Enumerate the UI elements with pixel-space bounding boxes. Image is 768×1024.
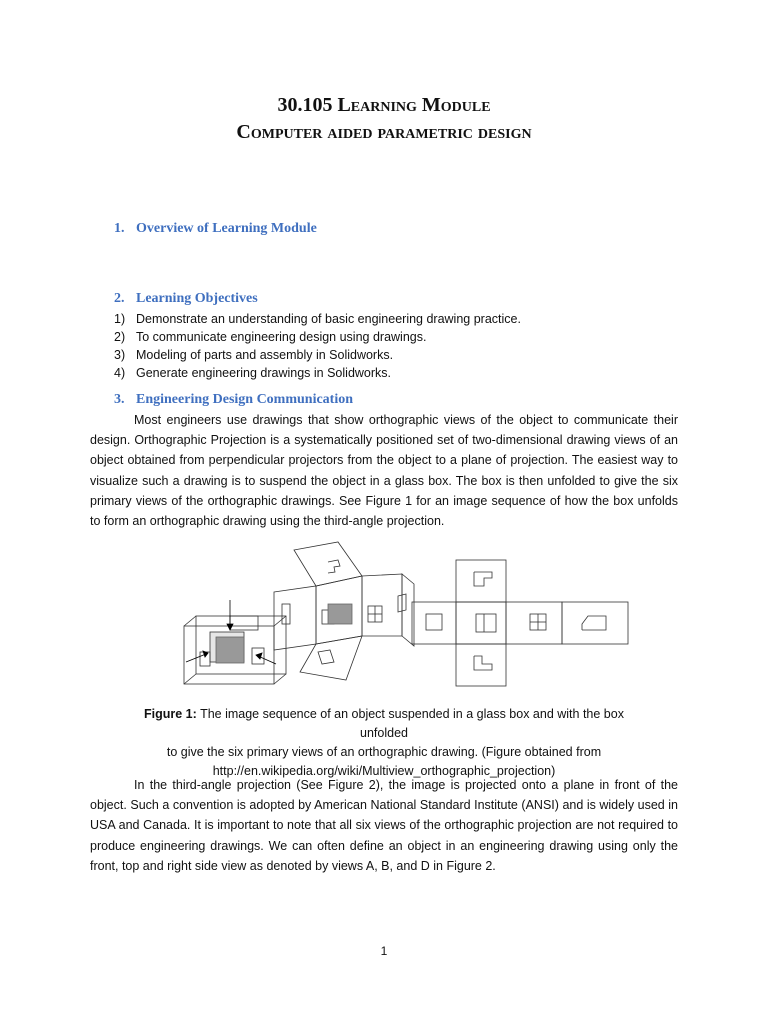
unfolded-views-illustration [412, 560, 628, 686]
section-number: 3. [114, 392, 125, 407]
paragraph-text: Most engineers use drawings that show orthographic views of the object to communicate their design. Orthographic Projection is a systematically positioned set of two-dimensional drawing views of an object obtained from perpendicular projectors from the object to a plane of projection. The easiest way to visualize such a drawing is to suspend the object in a glass box. The box is then unfolded to give the six primary views of the orthographic drawings. See Figure 1 for an image sequence of how the box unfolds to form an orthographic drawing using the third-angle projection. [90, 413, 678, 529]
list-item-number: 2) [114, 330, 126, 344]
body-paragraph-2 [90, 775, 678, 876]
unfolding-box-illustration [274, 542, 414, 680]
paragraph-text: In the third-angle projection (See Figure 2), the image is projected onto a plane in front of the object. Such a convention is adopted by American National Standard Institute (ANSI) and is widely used in USA and Canada. It is important to note that all six views of the orthographic projection are not required to produce engineering drawings. We can often define an object in an engineering drawing using only the front, top and right side view as denoted by views A, B, and D in Figure 2. [90, 778, 678, 873]
section-title: Overview of Learning Module [136, 221, 317, 236]
glass-box-illustration [184, 600, 286, 684]
section-title: Learning Objectives [136, 291, 258, 306]
section-heading-design-communication [114, 392, 353, 408]
list-item [114, 364, 521, 382]
section-heading-overview [114, 221, 317, 237]
section-title: Engineering Design Communication [136, 392, 354, 407]
page-number: 1 [380, 944, 388, 958]
list-item [114, 328, 521, 346]
list-item-text: Modeling of parts and assembly in Solidworks. [136, 348, 394, 362]
body-paragraph-1 [90, 410, 678, 531]
section-heading-objectives [114, 291, 258, 307]
glass-box-figure [170, 540, 640, 700]
caption-text: The image sequence of an object suspended in a glass box and with the box unfolded [200, 707, 624, 740]
list-item-number: 3) [114, 348, 126, 362]
list-item-text: Generate engineering drawings in Solidworks. [136, 366, 392, 380]
list-item-number: 4) [114, 366, 126, 380]
caption-link-line: http://en.wikipedia.org/wiki/Multiview_orthographic_projection) [212, 764, 556, 778]
list-item-number: 1) [114, 312, 126, 326]
list-item-text: To communicate engineering design using drawings. [136, 330, 427, 344]
caption-line: to give the six primary views of an orthographic drawing. (Figure obtained from [166, 745, 602, 759]
document-title: 30.105 Learning Module [277, 94, 491, 116]
section-number: 1. [114, 221, 125, 236]
caption-line [120, 705, 648, 743]
figure-caption [120, 705, 648, 781]
document-subtitle: Computer aided parametric design [236, 121, 532, 143]
list-item [114, 346, 521, 364]
objectives-list [114, 310, 521, 382]
figure-label: Figure 1: [144, 707, 197, 721]
list-item-text: Demonstrate an understanding of basic engineering drawing practice. [136, 312, 521, 326]
list-item [114, 310, 521, 328]
section-number: 2. [114, 291, 125, 306]
